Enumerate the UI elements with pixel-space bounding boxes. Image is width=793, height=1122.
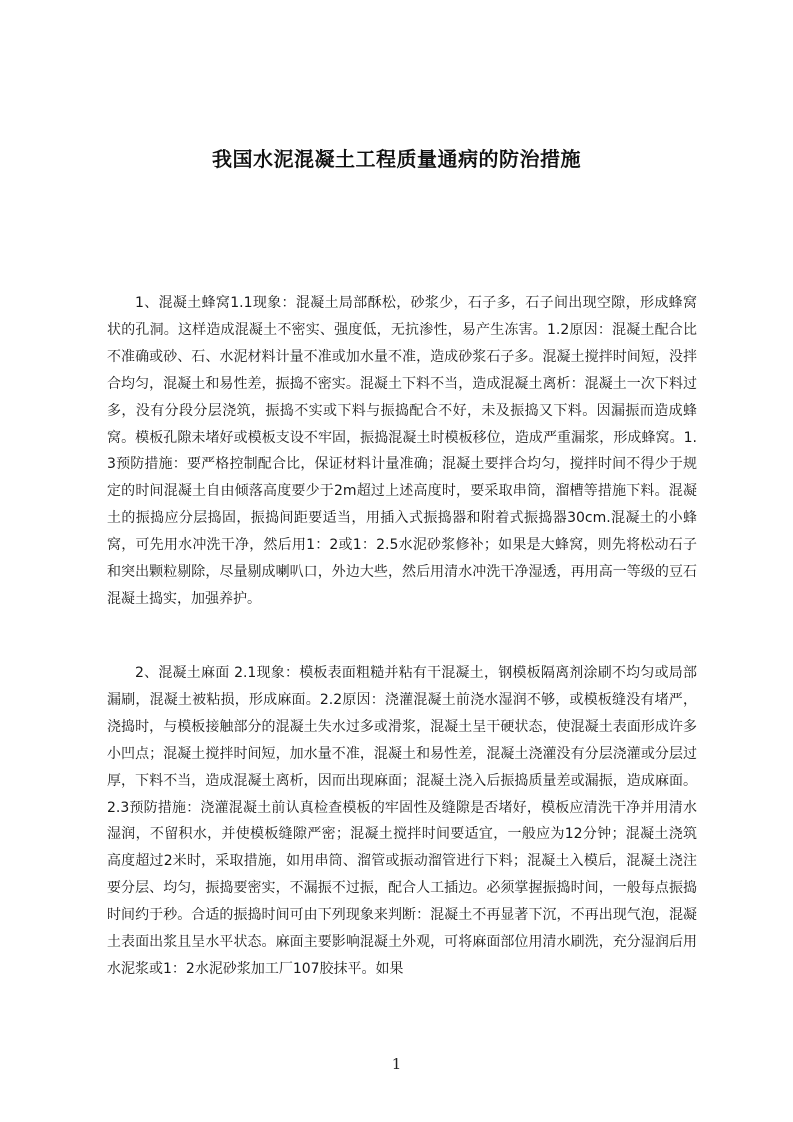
page-number: 1: [391, 1055, 402, 1073]
paragraph-honeycomb: 1、混凝土蜂窝1.1现象：混凝土局部酥松，砂浆少，石子多，石子间出现空隙，形成蜂窝状的孔洞。这样造成混凝土不密实、强度低，无抗渗性，易产生冻害。1.2原因：混凝土配合比不准确或砂、石、水泥材料计量不准或加水量不准，造成砂浆石子多。混凝土搅拌时间短，没拌合均匀，混凝土和易性差，振捣不密实。混凝土下料不当，造成混凝土离析：混凝土一次下料过多，没有分段分层浇筑，振捣不实或下料与振捣配合不好，未及振捣又下料。因漏振而造成蜂窝。模板孔隙未堵好或模板支设不牢固，振捣混凝土时模板移位，造成严重漏浆，形成蜂窝。1.3预防措施：要严格控制配合比，保证材料计量准确；混凝土要拌合均匀，搅拌时间不得少于规定的时间混凝土自由倾落高度要少于2m超过上述高度时，要采取串筒，溜槽等措施下料。混凝土的振捣应分层捣固，振捣间距要适当，用插入式振捣器和附着式振捣器30cm.混凝土的小蜂窝，可先用水冲洗干净，然后用1：2或1：2.5水泥砂浆修补；如果是大蜂窝，则先将松动石子和突出颗粒剔除，尽量剔成喇叭口，外边大些，然后用清水冲洗干净湿透，再用高一等级的豆石混凝土捣实，加强养护。: [107, 295, 697, 607]
paragraph-pitted-surface: 2、混凝土麻面 2.1现象：模板表面粗糙并粘有干混凝土，钢模板隔离剂涂刷不均匀或局部漏刷，混凝土被粘损，形成麻面。2.2原因：浇灌混凝土前浇水湿润不够，或模板缝没有堵严，浇捣时，与模板接触部分的混凝土失水过多或滑浆，混凝土呈干硬状态，使混凝土表面形成许多小凹点；混凝土搅拌时间短，加水量不准，混凝土和易性差，混凝土浇灌没有分层浇灌或分层过厚，下料不当，造成混凝土离析，因而出现麻面；混凝土浇入后振捣质量差或漏振，造成麻面。2.3预防措施：浇灌混凝土前认真检查模板的牢固性及缝隙是否堵好，模板应清洗干净并用清水湿润，不留积水，并使模板缝隙严密；混凝土搅拌时间要适宜，一般应为12分钟；混凝土浇筑高度超过2米时，采取措施，如用串筒、溜管或振动溜管进行下料；混凝土入模后，混凝土浇注要分层、均匀，振捣要密实，不漏振不过振，配合人工插边。必须掌握振捣时间，一般每点振捣时间约于秒。合适的振捣时间可由下列现象来判断：混凝土不再显著下沉，不再出现气泡，混凝土表面出浆且呈水平状态。麻面主要影响混凝土外观，可将麻面部位用清水刷洗，充分湿润后用水泥浆或1：2水泥砂浆加工厂107胶抹平。如果: [107, 665, 697, 977]
document-title: 我国水泥混凝土工程质量通病的防治措施: [212, 147, 581, 171]
